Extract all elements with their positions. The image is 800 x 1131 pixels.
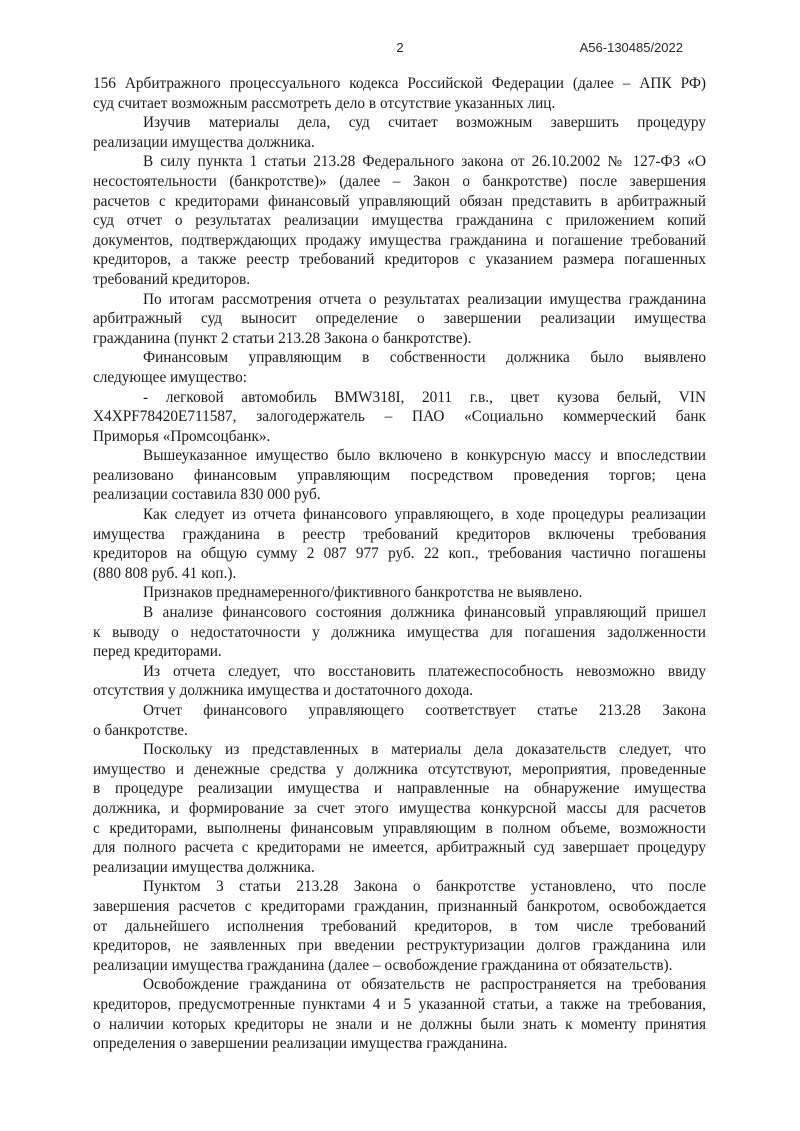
text-line: - легковой автомобиль BMW318I, 2011 г.в., цвет кузова белый, VIN [143,388,706,406]
paragraph [93,113,706,152]
text-line: перед кредиторами. [93,643,222,661]
text-line: суд считает возможным рассмотреть дело в отсутствие указанных лиц. [93,94,556,112]
text-line: для полного расчета с кредиторами не имеется, арбитражный суд завершает процедуру [93,839,706,857]
text-line: Из отчета следует, что восстановить платежеспособность невозможно ввиду [143,662,706,680]
text-line: документов, подтверждающих продажу имущества гражданина и погашение требований [93,231,706,249]
text-line: Освобождение гражданина от обязательств не распространяется на требования [143,976,706,994]
text-line: Отчет финансового управляющего соответствует статье 213.28 Закона [143,702,706,719]
paragraph [93,603,706,662]
text-line: гражданина (пункт 2 статьи 213.28 Закона о банкротстве). [93,329,472,347]
text-line: к выводу о недостаточности у должника имущества для погашения задолженности [93,623,706,641]
text-line: В силу пункта 1 статьи 213.28 Федерального закона от 26.10.2002 № 127-ФЗ «О [143,153,706,171]
paragraph [93,583,706,603]
text-line: следующее имущество: [93,368,248,386]
text-line: По итогам рассмотрения отчета о результатах реализации имущества гражданина [143,290,706,308]
text-line: несостоятельности (банкротстве)» (далее – Закон о банкротстве) после завершения [93,172,706,190]
paragraph [93,290,706,349]
paragraph [93,388,706,447]
text-line: Пунктом 3 статьи 213.28 Закона о банкротстве установлено, что после [143,878,706,896]
text-line: должника, и формирование за счет этого имущества конкурсной массы для расчетов [93,799,706,817]
text-line: Признаков преднамеренного/фиктивного банкротства не выявлено. [143,584,583,602]
text-line: отсутствия у должника имущества и достаточного дохода. [93,682,474,700]
text-line: о наличии которых кредиторы не знали и не должны были знать к моменту принятия [93,1015,706,1033]
text-line: реализовано финансовым управляющим посредством проведения торгов; цена [93,466,706,484]
text-line: Как следует из отчета финансового управляющего, в ходе процедуры реализации [143,506,706,524]
text-line: реализации имущества должника. [93,858,315,876]
text-line: определения о завершении реализации имущества гражданина. [93,1035,508,1053]
text-line: В анализе финансового состояния должника финансовый управляющий пришел [143,604,706,622]
text-line: с кредиторами, выполнены финансовым управляющим в полном объеме, возможности [93,819,706,837]
text-line: 156 Арбитражного процессуального кодекса Российской Федерации (далее – АПК РФ) [93,75,706,92]
document-body [93,74,706,1054]
text-line: в процедуре реализации имущества и направленные на обнаружение имущества [93,780,706,798]
text-line: Изучив материалы дела, суд считает возможным завершить процедуру [143,114,706,132]
text-line: кредиторов на общую сумму 2 087 977 руб. 22 коп., требования частично погашены [93,545,706,563]
text-line: кредиторов, предусмотренные пунктами 4 и 5 указанной статьи, а также на требования, [93,995,706,1013]
paragraph [93,152,706,289]
paragraph [93,975,706,1053]
page-header [0,40,800,58]
text-line: о банкротстве. [93,721,188,739]
text-line: имущество и денежные средства у должника отсутствуют, мероприятия, проведенные [93,760,706,778]
text-line: кредиторов, не заявленных при введении реструктуризации долгов гражданина или [93,937,706,955]
text-line: Финансовым управляющим в собственности должника было выявлено [143,349,706,367]
case-number: А56-130485/2022 [579,40,683,55]
text-line: суд отчет о результатах реализации имущества гражданина с приложением копий [93,212,706,230]
text-line: Приморья «Промсоцбанк». [93,427,271,445]
text-line: завершения расчетов с кредиторами гражданин, признанный банкротом, освобождается [93,897,706,915]
text-line: арбитражный суд выносит определение о завершении реализации имущества [93,310,706,328]
text-line: реализации составила 830 000 руб. [93,486,321,504]
text-line: расчетов с кредиторами финансовый управляющий обязан представить в арбитражный [93,192,706,210]
paragraph [93,348,706,387]
paragraph [93,877,706,975]
page-number: 2 [396,40,404,55]
paragraph [93,740,706,877]
text-line: имущества гражданина в реестр требований кредиторов включены требования [93,525,706,543]
text-line: Поскольку из представленных в материалы дела доказательств следует, что [143,741,706,759]
text-line: X4XPF78420E711587, залогодержатель – ПАО «Социально коммерческий банк [93,408,706,426]
text-line: кредиторов, а также реестр требований кредиторов с указанием размера погашенных [93,251,706,269]
paragraph [93,701,706,740]
text-line: реализации имущества должника. [93,133,315,151]
text-line: требований кредиторов. [93,270,251,288]
paragraph [93,662,706,701]
paragraph [93,505,706,583]
text-line: (880 808 руб. 41 коп.). [93,564,237,582]
text-line: от дальнейшего исполнения требований кредиторов, в том числе требований [93,917,706,935]
text-line: Вышеуказанное имущество было включено в конкурсную массу и впоследствии [143,447,706,465]
paragraph [93,74,706,113]
text-line: реализации имущества гражданина (далее – освобождение гражданина от обязательств). [93,956,673,974]
paragraph [93,446,706,505]
